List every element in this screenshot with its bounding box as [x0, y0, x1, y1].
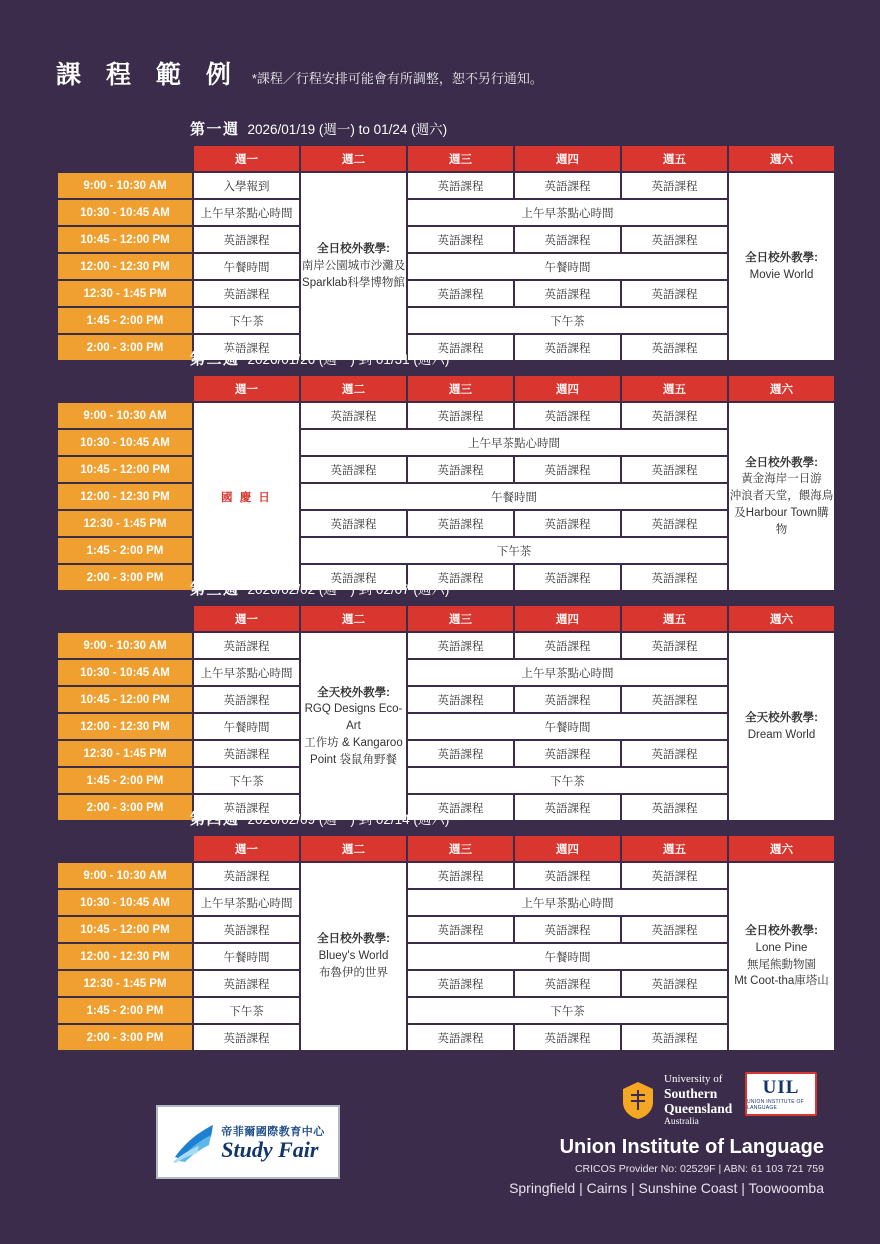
- time-slot: 2:00 - 3:00 PM: [58, 335, 192, 360]
- week-name-3: 第三週: [190, 581, 240, 598]
- cell-mon: 下午茶: [194, 768, 299, 793]
- table-row: [58, 254, 834, 279]
- day-header-thu: 週四: [515, 606, 620, 631]
- time-slot: 2:00 - 3:00 PM: [58, 565, 192, 590]
- cell-tue: 英語課程: [301, 403, 406, 428]
- cell-wed: 英語課程: [408, 335, 513, 360]
- cell-thu: 英語課程: [515, 227, 620, 252]
- table-row: [58, 633, 834, 658]
- excursion-title: 全天校外教學:: [317, 686, 390, 699]
- cell-thu: 英語課程: [515, 335, 620, 360]
- excursion-title: 全日校外教學:: [745, 925, 818, 938]
- table-header-row: [58, 146, 834, 171]
- cell-fri: 英語課程: [622, 403, 727, 428]
- time-slot: 10:45 - 12:00 PM: [58, 917, 192, 942]
- cell-mon: 午餐時間: [194, 254, 299, 279]
- usq-crest-icon: [620, 1080, 656, 1120]
- time-slot: 9:00 - 10:30 AM: [58, 633, 192, 658]
- cell-wed: 英語課程: [408, 687, 513, 712]
- day-header-wed: 週三: [408, 376, 513, 401]
- day-header-sat: 週六: [729, 606, 834, 631]
- day-header-mon: 週一: [194, 836, 299, 861]
- excursion-saturday-2: [729, 403, 834, 590]
- schedule-table-2: [56, 374, 836, 592]
- cell-thu: 英語課程: [515, 633, 620, 658]
- uil-initials: UIL: [762, 1076, 800, 1098]
- cell-thu: 英語課程: [515, 173, 620, 198]
- cell-thu: 英語課程: [515, 565, 620, 590]
- week-heading-4: [190, 808, 880, 829]
- cell-fri: 英語課程: [622, 173, 727, 198]
- cell-merged: 午餐時間: [301, 484, 727, 509]
- cell-mon: 英語課程: [194, 281, 299, 306]
- week-range-3: 2026/02/02 (週一) 到 02/07 (週六): [247, 582, 450, 597]
- excursion-saturday-3: [729, 633, 834, 820]
- cell-fri: 英語課程: [622, 633, 727, 658]
- cell-thu: 英語課程: [515, 457, 620, 482]
- studyfair-chinese-name: 帝菲爾國際教育中心: [221, 1126, 325, 1138]
- cricos-line: CRICOS Provider No: 02529F | ABN: 61 103 721 759: [574, 1163, 824, 1175]
- cell-wed: 英語課程: [408, 281, 513, 306]
- table-header-row: [58, 836, 834, 861]
- time-slot: 12:00 - 12:30 PM: [58, 944, 192, 969]
- cell-mon: 英語課程: [194, 795, 299, 820]
- cell-mon: 上午早茶點心時間: [194, 200, 299, 225]
- cell-fri: 英語課程: [622, 795, 727, 820]
- studyfair-logo: [156, 1105, 340, 1179]
- time-slot: 2:00 - 3:00 PM: [58, 795, 192, 820]
- excursion-line: 沖浪者天堂，餵海鳥: [729, 490, 834, 503]
- day-header-wed: 週三: [408, 146, 513, 171]
- usq-line-4: Australia: [664, 1116, 699, 1127]
- week-heading-1: [190, 118, 880, 139]
- page-subtitle: *課程／行程安排可能會有所調整，恕不另行通知。: [251, 71, 543, 86]
- excursion-title: 全日校外教學:: [317, 933, 390, 946]
- day-header-mon: 週一: [194, 146, 299, 171]
- table-row: [58, 741, 834, 766]
- day-header-tue: 週二: [301, 836, 406, 861]
- time-slot: 12:30 - 1:45 PM: [58, 741, 192, 766]
- cell-merged: 下午茶: [408, 308, 727, 333]
- excursion-saturday-4: [729, 863, 834, 1050]
- excursion-line: 南岸公園城市沙灘及: [301, 260, 406, 273]
- table-row: [58, 538, 834, 563]
- cell-mon: 上午早茶點心時間: [194, 660, 299, 685]
- cell-mon: 英語課程: [194, 971, 299, 996]
- time-column-header: [58, 606, 192, 631]
- week-heading-3: [190, 578, 880, 599]
- excursion-line: Dream World: [747, 728, 816, 741]
- schedule-table-4: [56, 834, 836, 1052]
- table-row: [58, 863, 834, 888]
- day-header-thu: 週四: [515, 146, 620, 171]
- day-header-fri: 週五: [622, 376, 727, 401]
- cell-thu: 英語課程: [515, 687, 620, 712]
- cell-mon: 英語課程: [194, 863, 299, 888]
- studyfair-mark-icon: [171, 1119, 217, 1165]
- cell-fri: 英語課程: [622, 335, 727, 360]
- cell-thu: 英語課程: [515, 863, 620, 888]
- usq-line-3: Queensland: [664, 1101, 733, 1117]
- cell-fri: 英語課程: [622, 511, 727, 536]
- cell-mon: 午餐時間: [194, 944, 299, 969]
- cell-merged: 上午早茶點心時間: [408, 660, 727, 685]
- day-header-sat: 週六: [729, 836, 834, 861]
- week-name-4: 第四週: [190, 811, 240, 828]
- cell-thu: 英語課程: [515, 403, 620, 428]
- table-row: [58, 200, 834, 225]
- table-row: [58, 971, 834, 996]
- time-slot: 10:45 - 12:00 PM: [58, 687, 192, 712]
- week-heading-2: [190, 348, 880, 369]
- cell-fri: 英語課程: [622, 687, 727, 712]
- cell-merged: 上午早茶點心時間: [408, 200, 727, 225]
- cell-mon: 入學報到: [194, 173, 299, 198]
- cell-wed: 英語課程: [408, 511, 513, 536]
- cell-thu: 英語課程: [515, 281, 620, 306]
- cell-wed: 英語課程: [408, 565, 513, 590]
- excursion-title: 全天校外教學:: [745, 711, 818, 724]
- time-slot: 10:30 - 10:45 AM: [58, 200, 192, 225]
- time-slot: 12:30 - 1:45 PM: [58, 281, 192, 306]
- table-row: [58, 484, 834, 509]
- cell-wed: 英語課程: [408, 403, 513, 428]
- cell-mon: 英語課程: [194, 1025, 299, 1050]
- week-block-3: [0, 578, 880, 822]
- excursion-line: 無尾熊動物園: [747, 958, 816, 971]
- cell-fri: 英語課程: [622, 281, 727, 306]
- cell-tue: 英語課程: [301, 565, 406, 590]
- week-range-4: 2026/02/09 (週一) 到 02/14 (週六): [247, 812, 450, 827]
- time-slot: 9:00 - 10:30 AM: [58, 403, 192, 428]
- time-slot: 1:45 - 2:00 PM: [58, 768, 192, 793]
- uil-subtitle: UNION INSTITUTE OF LANGUAGE: [747, 1098, 805, 1111]
- table-header-row: [58, 376, 834, 401]
- time-slot: 9:00 - 10:30 AM: [58, 863, 192, 888]
- day-header-tue: 週二: [301, 146, 406, 171]
- excursion-title: 全日校外教學:: [745, 251, 818, 264]
- studyfair-english-name: Study Fair: [221, 1137, 319, 1162]
- excursion-line: Lone Pine: [755, 941, 808, 954]
- cell-merged: 下午茶: [408, 998, 727, 1023]
- time-slot: 9:00 - 10:30 AM: [58, 173, 192, 198]
- table-row: [58, 998, 834, 1023]
- table-header-row: [58, 606, 834, 631]
- cell-merged: 上午早茶點心時間: [408, 890, 727, 915]
- week-range-2: 2026/01/26 (週一) 到 01/31 (週六): [247, 352, 450, 367]
- table-row: [58, 917, 834, 942]
- cell-wed: 英語課程: [408, 457, 513, 482]
- uil-logo: [745, 1072, 817, 1116]
- week-block-1: [0, 118, 880, 362]
- time-slot: 10:45 - 12:00 PM: [58, 457, 192, 482]
- table-row: [58, 227, 834, 252]
- day-header-wed: 週三: [408, 836, 513, 861]
- cell-fri: 英語課程: [622, 565, 727, 590]
- time-column-header: [58, 376, 192, 401]
- table-row: [58, 511, 834, 536]
- excursion-line: Mt Coot-tha庫塔山: [734, 975, 829, 988]
- time-slot: 12:00 - 12:30 PM: [58, 254, 192, 279]
- day-header-mon: 週一: [194, 376, 299, 401]
- cell-fri: 英語課程: [622, 741, 727, 766]
- day-header-wed: 週三: [408, 606, 513, 631]
- cell-fri: 英語課程: [622, 971, 727, 996]
- cell-thu: 英語課程: [515, 1025, 620, 1050]
- cell-thu: 英語課程: [515, 511, 620, 536]
- week-range-1: 2026/01/19 (週一) to 01/24 (週六): [247, 122, 448, 137]
- cell-merged: 上午早茶點心時間: [301, 430, 727, 455]
- organisation-name: Union Institute of Language: [559, 1136, 824, 1158]
- excursion-tuesday-1: [301, 173, 406, 360]
- cell-merged: 午餐時間: [408, 254, 727, 279]
- time-slot: 1:45 - 2:00 PM: [58, 998, 192, 1023]
- cell-mon: 英語課程: [194, 633, 299, 658]
- cell-thu: 英語課程: [515, 917, 620, 942]
- time-slot: 12:00 - 12:30 PM: [58, 714, 192, 739]
- excursion-line: Point 袋鼠角野餐: [310, 753, 397, 766]
- table-row: [58, 660, 834, 685]
- table-row: [58, 457, 834, 482]
- time-slot: 12:30 - 1:45 PM: [58, 971, 192, 996]
- excursion-tuesday-3: [301, 633, 406, 820]
- schedule-table-3: [56, 604, 836, 822]
- day-header-sat: 週六: [729, 376, 834, 401]
- cell-mon: 英語課程: [194, 227, 299, 252]
- time-slot: 12:00 - 12:30 PM: [58, 484, 192, 509]
- cell-thu: 英語課程: [515, 795, 620, 820]
- table-row: [58, 173, 834, 198]
- usq-line-1: University of: [664, 1073, 723, 1085]
- cell-merged: 午餐時間: [408, 944, 727, 969]
- time-slot: 10:30 - 10:45 AM: [58, 430, 192, 455]
- table-row: [58, 403, 834, 428]
- holiday-cell: 國 慶 日: [194, 403, 299, 590]
- table-row: [58, 687, 834, 712]
- cell-wed: 英語課程: [408, 795, 513, 820]
- cell-mon: 英語課程: [194, 687, 299, 712]
- table-row: [58, 430, 834, 455]
- cell-merged: 下午茶: [408, 768, 727, 793]
- usq-line-2: Southern: [664, 1085, 718, 1101]
- cell-mon: 英語課程: [194, 917, 299, 942]
- cell-mon: 英語課程: [194, 335, 299, 360]
- cell-wed: 英語課程: [408, 1025, 513, 1050]
- day-header-fri: 週五: [622, 836, 727, 861]
- schedule-table-1: [56, 144, 836, 362]
- time-slot: 10:45 - 12:00 PM: [58, 227, 192, 252]
- excursion-line: 工作坊 & Kangaroo: [304, 736, 403, 749]
- table-row: [58, 281, 834, 306]
- cell-mon: 下午茶: [194, 308, 299, 333]
- cell-thu: 英語課程: [515, 741, 620, 766]
- excursion-line: Sparklab科學博物館: [302, 276, 405, 289]
- time-slot: 2:00 - 3:00 PM: [58, 1025, 192, 1050]
- time-slot: 1:45 - 2:00 PM: [58, 538, 192, 563]
- excursion-line: RGQ Designs Eco-Art: [304, 703, 403, 733]
- cell-mon: 下午茶: [194, 998, 299, 1023]
- week-block-4: [0, 808, 880, 1052]
- week-name-2: 第二週: [190, 351, 240, 368]
- cell-wed: 英語課程: [408, 741, 513, 766]
- time-column-header: [58, 146, 192, 171]
- excursion-title: 全日校外教學:: [745, 456, 818, 469]
- week-block-2: [0, 348, 880, 592]
- usq-logo: [620, 1073, 732, 1128]
- page-title: 課 程 範 例: [56, 61, 240, 89]
- day-header-sat: 週六: [729, 146, 834, 171]
- excursion-line: Bluey's World: [318, 950, 389, 963]
- cell-tue: 英語課程: [301, 511, 406, 536]
- day-header-fri: 週五: [622, 146, 727, 171]
- cell-merged: 午餐時間: [408, 714, 727, 739]
- cell-wed: 英語課程: [408, 633, 513, 658]
- cell-fri: 英語課程: [622, 917, 727, 942]
- table-row: [58, 1025, 834, 1050]
- time-slot: 12:30 - 1:45 PM: [58, 511, 192, 536]
- week-name-1: 第一週: [190, 121, 240, 138]
- excursion-tuesday-4: [301, 863, 406, 1050]
- cell-mon: 英語課程: [194, 741, 299, 766]
- day-header-thu: 週四: [515, 836, 620, 861]
- table-row: [58, 890, 834, 915]
- cell-tue: 英語課程: [301, 457, 406, 482]
- excursion-line: 黃金海岸一日游: [741, 473, 822, 486]
- cell-fri: 英語課程: [622, 227, 727, 252]
- day-header-thu: 週四: [515, 376, 620, 401]
- cell-fri: 英語課程: [622, 457, 727, 482]
- day-header-tue: 週二: [301, 606, 406, 631]
- cell-thu: 英語課程: [515, 971, 620, 996]
- table-row: [58, 308, 834, 333]
- excursion-line: 及Harbour Town購物: [734, 506, 829, 536]
- campus-line: Springfield | Cairns | Sunshine Coast | Toowoomba: [509, 1180, 824, 1196]
- table-row: [58, 944, 834, 969]
- day-header-fri: 週五: [622, 606, 727, 631]
- excursion-line: 布魯伊的世界: [319, 966, 388, 979]
- cell-mon: 上午早茶點心時間: [194, 890, 299, 915]
- cell-fri: 英語課程: [622, 1025, 727, 1050]
- cell-wed: 英語課程: [408, 863, 513, 888]
- excursion-saturday-1: [729, 173, 834, 360]
- cell-merged: 下午茶: [301, 538, 727, 563]
- excursion-title: 全日校外教學:: [317, 243, 390, 256]
- day-header-tue: 週二: [301, 376, 406, 401]
- time-column-header: [58, 836, 192, 861]
- cell-wed: 英語課程: [408, 173, 513, 198]
- time-slot: 10:30 - 10:45 AM: [58, 660, 192, 685]
- cell-wed: 英語課程: [408, 971, 513, 996]
- day-header-mon: 週一: [194, 606, 299, 631]
- page-header: [56, 55, 543, 91]
- cell-fri: 英語課程: [622, 863, 727, 888]
- excursion-line: Movie World: [749, 268, 814, 281]
- table-row: [58, 768, 834, 793]
- table-row: [58, 714, 834, 739]
- cell-mon: 午餐時間: [194, 714, 299, 739]
- footer-text: [509, 1136, 824, 1196]
- cell-wed: 英語課程: [408, 917, 513, 942]
- time-slot: 1:45 - 2:00 PM: [58, 308, 192, 333]
- cell-wed: 英語課程: [408, 227, 513, 252]
- time-slot: 10:30 - 10:45 AM: [58, 890, 192, 915]
